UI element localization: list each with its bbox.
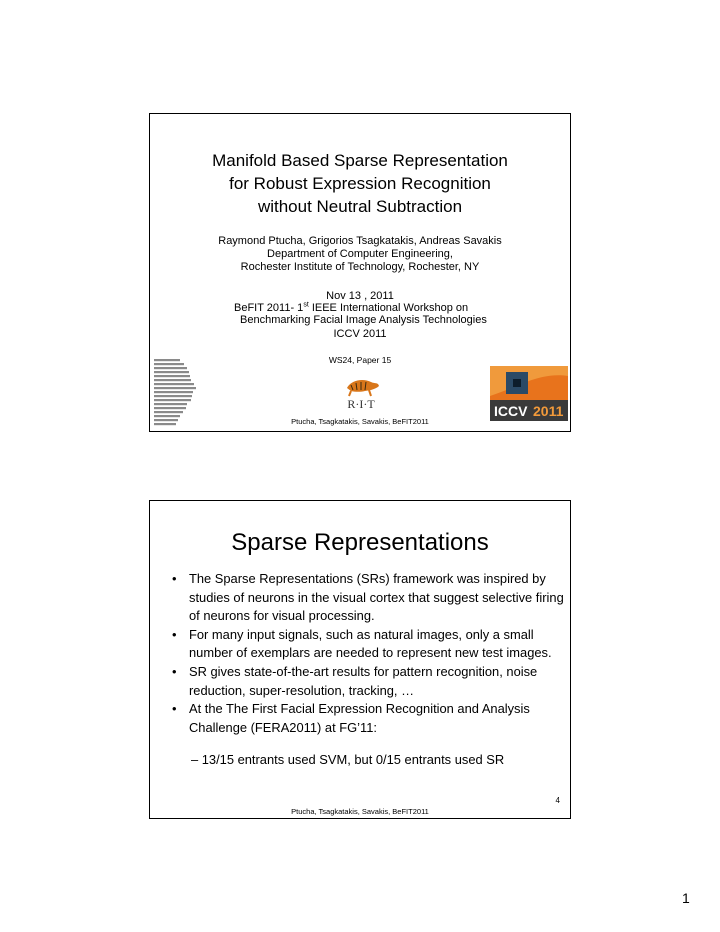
title-line-2: for Robust Expression Recognition: [229, 174, 491, 193]
slide-title: [150, 149, 570, 218]
svg-text:2011: 2011: [533, 403, 564, 419]
slide-title: Sparse Representations: [231, 529, 489, 556]
date: Nov 13 , 2011: [326, 290, 394, 302]
bullet-list: [170, 570, 565, 737]
bullet-item: • SR gives state-of-the-art results for pattern recognition, noise reduction, super-resolution, tracking, …: [172, 663, 538, 698]
author-block: [150, 235, 570, 274]
title-line-1: Manifold Based Sparse Representation: [212, 151, 508, 170]
title-slide: [149, 113, 571, 432]
iccv-2011-logo: [490, 366, 568, 421]
bullet-item: • The Sparse Representations (SRs) framework was inspired by studies of neurons in the visual cortex that suggest selective firing of neurons for visual processing.: [172, 571, 564, 624]
svg-text:R·I·T: R·I·T: [347, 397, 375, 411]
bullet-dot: •: [172, 626, 177, 642]
slide-footer: Ptucha, Tsagkatakis, Savakis, BeFIT2011: [291, 807, 429, 816]
bullet-dot: •: [172, 663, 177, 679]
content-slide: [149, 500, 571, 819]
authors: Raymond Ptucha, Grigorios Tsagkatakis, Andreas Savakis: [218, 235, 502, 247]
institute: Rochester Institute of Technology, Rochester, NY: [240, 261, 480, 273]
workshop-line-2: Benchmarking Facial Image Analysis Technologies: [240, 314, 487, 326]
workshop-pre: BeFIT 2011- 1: [234, 302, 304, 314]
workshop-sup: st: [303, 301, 309, 309]
svg-text:ICCV: ICCV: [494, 403, 528, 419]
page-number: 1: [682, 890, 690, 906]
slide-footer: Ptucha, Tsagkatakis, Savakis, BeFIT2011: [291, 417, 429, 426]
rit-tiger-logo: [341, 374, 381, 414]
bullet-dot: •: [172, 571, 177, 586]
workshop-post: IEEE International Workshop on: [308, 302, 469, 314]
bullet-item: • At the The First Facial Expression Recognition and Analysis Challenge (FERA2011) at FG’11:: [172, 701, 530, 735]
conference: ICCV 2011: [333, 328, 387, 340]
paper-id: WS24, Paper 15: [328, 355, 392, 365]
department: Department of Computer Engineering,: [267, 248, 453, 260]
slide-number: 4: [555, 796, 560, 805]
bullet-item: • For many input signals, such as natural images, only a small number of exemplars are needed to represent new test images.: [172, 626, 552, 661]
bullet-dot: •: [172, 701, 177, 717]
title-line-3: without Neutral Subtraction: [257, 197, 463, 216]
sub-bullet: – 13/15 entrants used SVM, but 0/15 entrants used SR: [191, 752, 505, 767]
